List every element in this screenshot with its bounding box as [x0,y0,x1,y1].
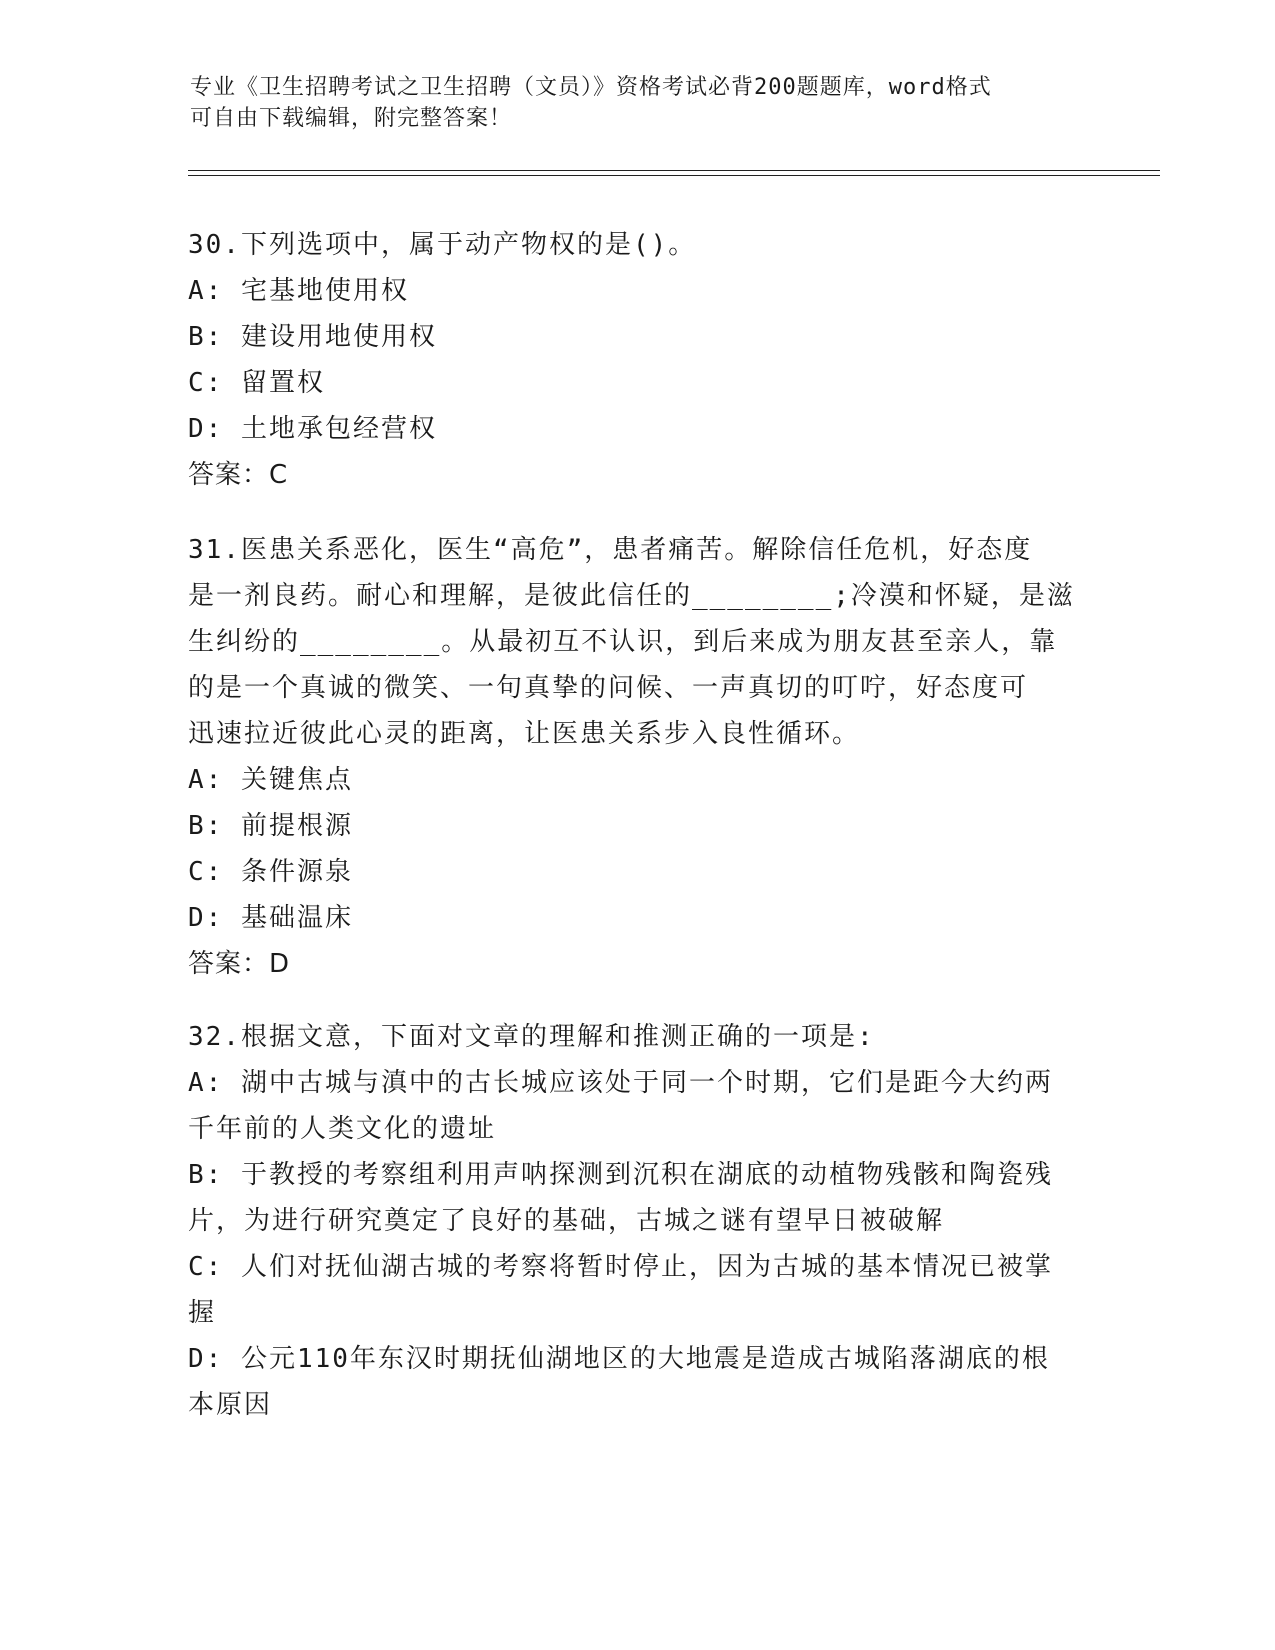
question-30-answer: 答案：C [188,460,289,490]
question-32-option-a-line: 千年前的人类文化的遗址 [188,1114,497,1144]
question-30-option-d: D: 土地承包经营权 [188,414,437,444]
question-31 [188,527,1088,987]
question-32-option-d-line: 本原因 [188,1390,273,1420]
question-31-stem-line: 的是一个真诚的微笑、一句真挚的问候、一声真切的叮咛，好态度可 [188,673,1029,703]
question-32-stem: 32.根据文意，下面对文章的理解和推测正确的一项是: [188,1022,875,1052]
question-31-option-b: B: 前提根源 [188,811,353,841]
question-31-option-c: C: 条件源泉 [188,857,353,887]
question-30-option-c: C: 留置权 [188,368,325,398]
question-32-option-b-line: 片，为进行研究奠定了良好的基础，古城之谜有望早日被破解 [188,1206,945,1236]
question-31-stem-line: 31.医患关系恶化，医生“高危”，患者痛苦。解除信任危机，好态度 [188,535,1033,565]
question-31-stem-line: 是一剂良药。耐心和理解，是彼此信任的________;冷漠和怀疑，是滋 [188,581,1075,611]
question-32-option-c-line: C: 人们对抚仙湖古城的考察将暂时停止，因为古城的基本情况已被掌 [188,1252,1053,1282]
header-divider-top [188,170,1160,171]
header-title-line-2: 可自由下载编辑，附完整答案！ [190,106,513,131]
question-31-stem-line: 迅速拉近彼此心灵的距离，让医患关系步入良性循环。 [188,719,861,749]
question-30-option-b: B: 建设用地使用权 [188,322,437,352]
question-32-option-c-line: 握 [188,1298,217,1328]
question-32-option-b-line: B: 于教授的考察组利用声呐探测到沉积在湖底的动植物残骸和陶瓷残 [188,1160,1053,1190]
question-32-option-d-line: D: 公元110年东汉时期抚仙湖地区的大地震是造成古城陷落湖底的根 [188,1344,1050,1374]
question-32-option-a-line: A: 湖中古城与滇中的古长城应该处于同一个时期，它们是距今大约两 [188,1068,1053,1098]
question-31-option-a: A: 关键焦点 [188,765,353,795]
question-30-option-a: A: 宅基地使用权 [188,276,409,306]
question-31-option-d: D: 基础温床 [188,903,353,933]
question-31-stem-line: 生纠纷的________。从最初互不认识，到后来成为朋友甚至亲人，靠 [188,627,1058,657]
question-30 [188,222,1088,498]
header-divider-bottom [188,175,1160,176]
header-title-line-1: 专业《卫生招聘考试之卫生招聘（文员）》资格考试必背200题题库，word格式 [190,75,992,100]
question-30-stem: 30.下列选项中，属于动产物权的是()。 [188,230,697,260]
question-32 [188,1014,1088,1428]
question-31-answer: 答案：D [188,949,291,979]
